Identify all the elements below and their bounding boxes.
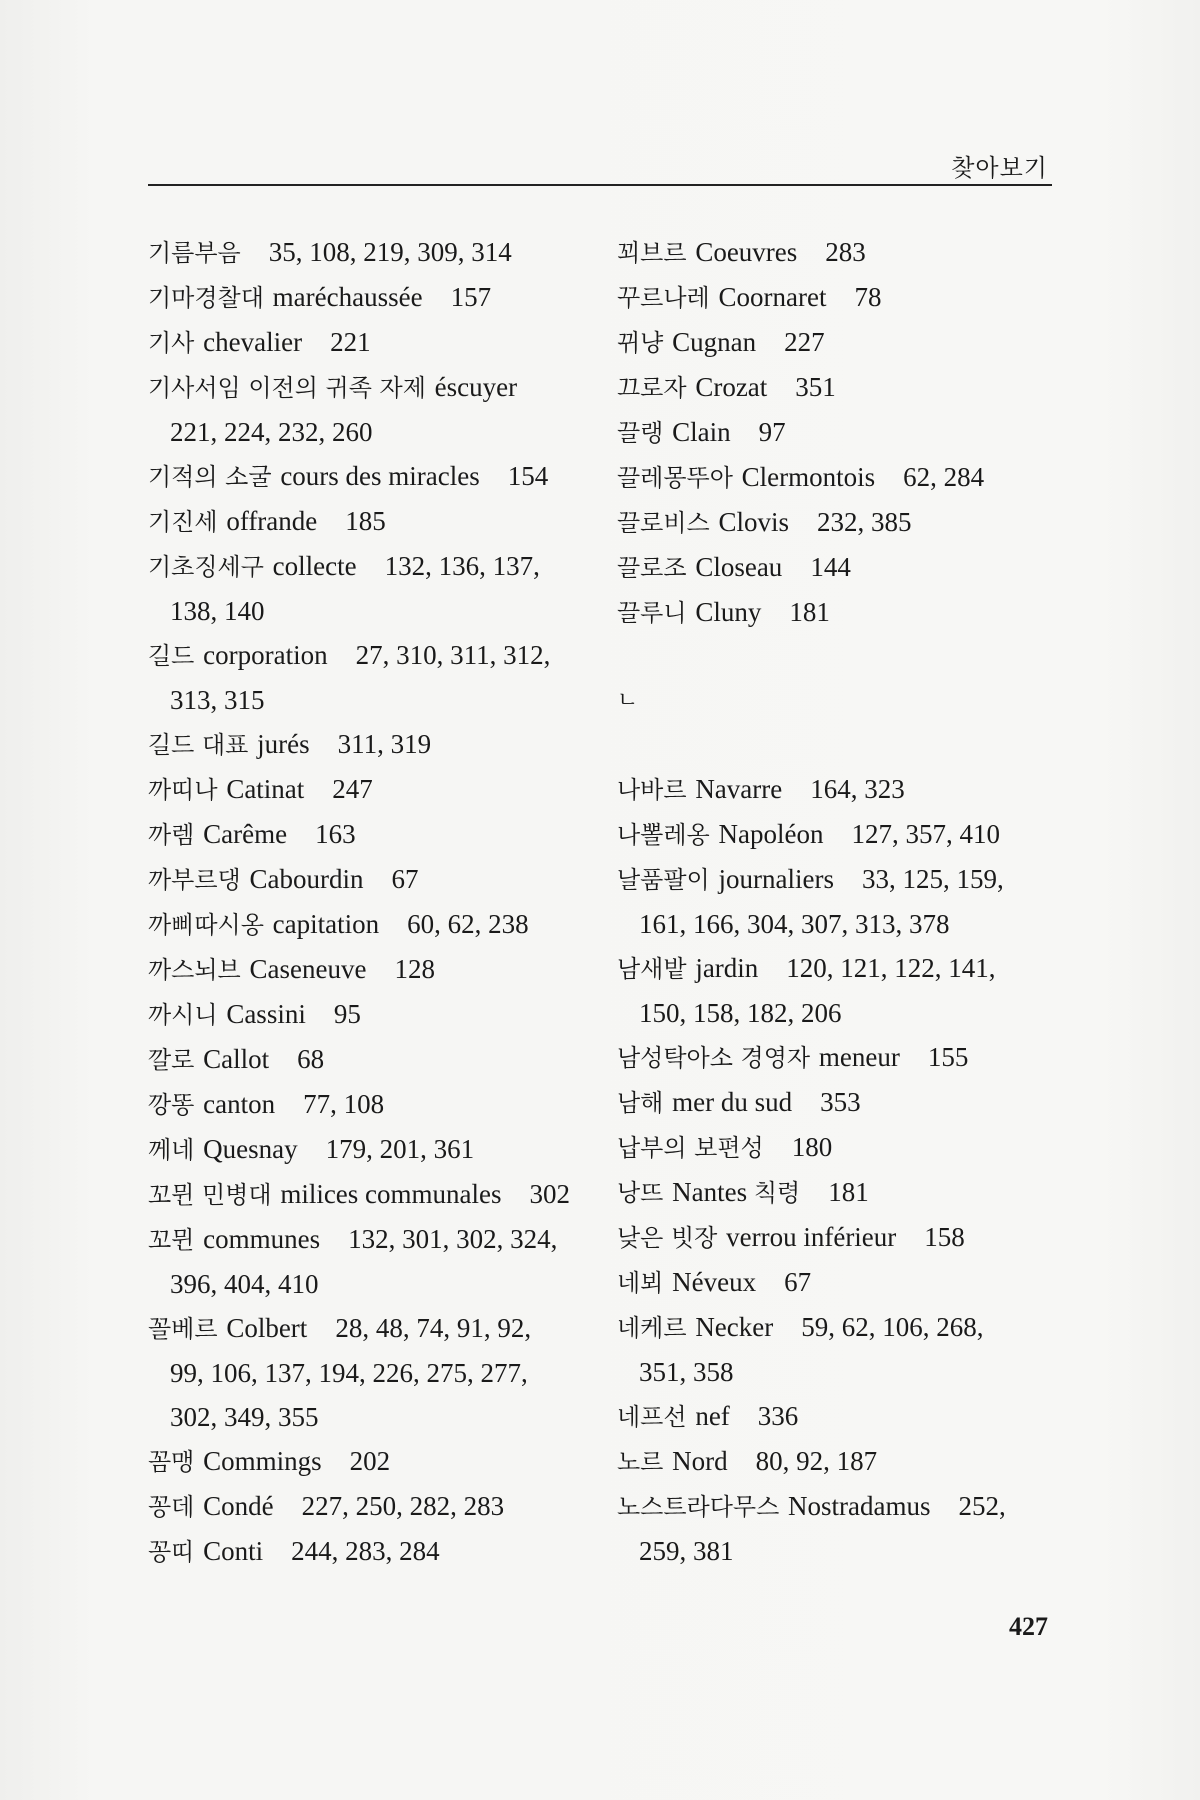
index-page-refs-continued: 302, 349, 355 <box>170 1402 319 1432</box>
index-term-french: Nostradamus <box>788 1491 931 1521</box>
index-entry <box>148 1529 588 1574</box>
index-entry-line <box>617 767 1061 812</box>
index-term-korean: 끌로비스 <box>617 509 710 537</box>
index-entry-line <box>617 500 1061 545</box>
index-entry <box>148 1127 588 1172</box>
index-page-refs: 68 <box>297 1044 325 1074</box>
index-page-refs: 163 <box>315 819 356 849</box>
index-entry <box>148 1217 588 1306</box>
index-page-refs: 336 <box>757 1401 799 1431</box>
index-term-french: Cassini <box>226 999 306 1029</box>
index-term-french: Napoléon <box>718 819 824 849</box>
index-term-french: Condé <box>203 1491 274 1521</box>
index-term-french: Nantes <box>672 1177 748 1207</box>
index-entry <box>148 857 588 902</box>
index-entry-line <box>617 1394 1061 1439</box>
index-entry-line <box>617 1170 1061 1215</box>
index-entry-line <box>148 722 588 767</box>
index-term-french: Necker <box>695 1312 774 1342</box>
index-term-french: capitation <box>272 909 380 939</box>
index-term-korean: 까띠나 <box>148 776 218 804</box>
index-entry <box>617 1260 1061 1305</box>
index-entry <box>148 275 588 320</box>
index-term-korean: 날품팔이 <box>617 866 710 894</box>
index-entry <box>617 230 1061 275</box>
index-term-korean: 끌루니 <box>617 599 687 627</box>
running-head: 찾아보기 <box>951 154 1048 182</box>
index-entry-line <box>148 1439 588 1484</box>
index-page-refs: 28, 48, 74, 91, 92, <box>335 1313 532 1343</box>
index-term-korean: 꼬뮌 <box>148 1226 195 1254</box>
index-term-french: Néveux <box>672 1267 757 1297</box>
index-term-korean: 뀌냥 <box>617 329 664 357</box>
index-term-korean: 길드 <box>148 642 195 670</box>
index-term-korean: 나바르 <box>617 776 687 804</box>
index-entry-line <box>148 365 588 410</box>
index-entry <box>617 857 1061 946</box>
index-entry <box>148 812 588 857</box>
page-number: 427 <box>1009 1612 1048 1641</box>
index-page-refs: 120, 121, 122, 141, <box>786 953 996 983</box>
index-term-french: Nord <box>672 1446 728 1476</box>
index-page-refs: 132, 301, 302, 324, <box>348 1224 558 1254</box>
index-entry <box>617 275 1061 320</box>
index-entry-line <box>148 812 588 857</box>
index-entry-line <box>617 1484 1061 1529</box>
index-entry <box>617 1080 1061 1125</box>
index-page-refs: 144 <box>810 552 851 582</box>
index-page-refs: 244, 283, 284 <box>291 1536 440 1566</box>
index-page-refs: 157 <box>450 282 492 312</box>
index-page-refs: 158 <box>924 1222 965 1252</box>
index-page-refs: 97 <box>758 417 786 447</box>
index-term-french: Carême <box>203 819 288 849</box>
index-term-korean: 깔로 <box>148 1046 195 1074</box>
index-term-french: nef <box>695 1401 730 1431</box>
index-page-refs: 35, 108, 219, 309, 314 <box>268 237 512 267</box>
index-term-korean: 네케르 <box>617 1314 687 1342</box>
index-entry <box>148 544 588 633</box>
index-term-french: corporation <box>203 640 328 670</box>
index-entry-line <box>148 1217 588 1262</box>
index-page-refs: 27, 310, 311, 312, <box>355 640 551 670</box>
index-term-french: Clovis <box>718 507 790 537</box>
index-term-korean: 노스트라다무스 <box>617 1493 780 1521</box>
index-term-korean: 까시니 <box>148 1001 218 1029</box>
index-page-refs: 164, 323 <box>810 774 905 804</box>
index-term-french: journaliers <box>718 864 834 894</box>
index-term-french: canton <box>203 1089 276 1119</box>
index-entry <box>617 545 1061 590</box>
index-entry <box>148 767 588 812</box>
index-entry-line <box>617 320 1061 365</box>
index-entry-line <box>148 320 588 365</box>
index-term-french: Coornaret <box>718 282 827 312</box>
index-entry <box>617 320 1061 365</box>
index-entry-line <box>617 1439 1061 1484</box>
index-term-french: jardin <box>695 953 759 983</box>
index-entry <box>148 499 588 544</box>
index-term-korean: 낮은 빗장 <box>617 1224 718 1252</box>
index-page-refs-continued: 351, 358 <box>639 1357 734 1387</box>
index-term-korean: 기사 <box>148 329 195 357</box>
index-term-french: offrande <box>226 506 318 536</box>
index-entry-line <box>148 230 588 275</box>
index-term-french: Navarre <box>695 774 783 804</box>
index-page-refs: 67 <box>391 864 419 894</box>
index-term-korean: 깡똥 <box>148 1091 195 1119</box>
index-entry-line <box>148 1306 588 1351</box>
index-term-korean: 끌레몽뚜아 <box>617 464 733 492</box>
index-term-french: Catinat <box>226 774 305 804</box>
index-page-refs: 132, 136, 137, <box>384 551 540 581</box>
header-rule <box>148 184 1052 186</box>
index-entry-line <box>148 499 588 544</box>
index-entry <box>617 1035 1061 1080</box>
index-term-korean: 꼴베르 <box>148 1315 218 1343</box>
index-entry-line <box>617 857 1061 902</box>
index-term-french: chevalier <box>203 327 303 357</box>
index-entry-line <box>148 454 588 499</box>
index-entry <box>148 454 588 499</box>
index-term-korean: 기적의 소굴 <box>148 463 272 491</box>
index-entry <box>148 320 588 365</box>
index-entry <box>148 1082 588 1127</box>
index-entry-line <box>617 410 1061 455</box>
index-page-refs: 78 <box>854 282 882 312</box>
index-page-refs: 33, 125, 159, <box>861 864 1004 894</box>
index-page-refs: 127, 357, 410 <box>851 819 1000 849</box>
index-entry <box>617 455 1061 500</box>
index-entry <box>148 1439 588 1484</box>
index-entry <box>617 1305 1061 1394</box>
index-term-korean: 까부르댕 <box>148 866 241 894</box>
index-entry-line <box>617 946 1061 991</box>
index-entry-line <box>148 902 588 947</box>
index-term-french: Callot <box>203 1044 270 1074</box>
index-entry <box>617 1215 1061 1260</box>
index-term-korean: 끌랭 <box>617 419 664 447</box>
index-page-refs: 202 <box>349 1446 391 1476</box>
index-term-french: éscuyer <box>434 372 518 402</box>
index-term-french: Clain <box>672 417 731 447</box>
index-entry-line <box>148 1037 588 1082</box>
index-term-korean: 칙령 <box>753 1179 801 1207</box>
index-term-korean: 기름부음 <box>148 239 241 267</box>
index-term-korean: 꾀브르 <box>617 239 687 267</box>
index-page-refs: 154 <box>507 461 549 491</box>
index-term-korean: 기사서임 이전의 귀족 자제 <box>148 374 426 402</box>
index-entry <box>617 1484 1061 1573</box>
index-page-refs: 185 <box>345 506 386 536</box>
index-term-french: Closeau <box>695 552 783 582</box>
index-entry-line <box>617 275 1061 320</box>
index-term-korean: 길드 대표 <box>148 731 249 759</box>
index-page-refs: 247 <box>332 774 373 804</box>
index-page-refs: 353 <box>820 1087 861 1117</box>
index-entry-line <box>148 633 588 678</box>
index-entry-line <box>617 545 1061 590</box>
index-page-refs: 232, 385 <box>817 507 912 537</box>
index-page-refs: 128 <box>394 954 435 984</box>
index-term-korean: 낭뜨 <box>617 1179 664 1207</box>
index-term-french: Quesnay <box>203 1134 298 1164</box>
index-term-korean: 께네 <box>148 1136 195 1164</box>
index-entry-line <box>148 857 588 902</box>
index-term-korean: 끌로조 <box>617 554 687 582</box>
index-term-french: communes <box>203 1224 321 1254</box>
index-page-refs: 221 <box>330 327 371 357</box>
index-page-refs: 95 <box>333 999 361 1029</box>
index-entry-line <box>148 947 588 992</box>
index-entry-line <box>148 275 588 320</box>
index-entry-line <box>617 1215 1061 1260</box>
index-term-korean: 네프선 <box>617 1403 687 1431</box>
index-entry <box>617 590 1061 635</box>
index-entry <box>617 1394 1061 1439</box>
index-entry <box>148 365 588 454</box>
index-term-french: Commings <box>203 1446 322 1476</box>
index-term-korean: 기마경찰대 <box>148 284 264 312</box>
index-entry <box>148 722 588 767</box>
index-entry-line <box>617 230 1061 275</box>
index-term-french: mer du sud <box>672 1087 793 1117</box>
index-entry-line <box>617 812 1061 857</box>
index-page-refs: 181 <box>828 1177 869 1207</box>
index-page-refs: 80, 92, 187 <box>755 1446 878 1476</box>
index-entry-line <box>148 1082 588 1127</box>
index-page-refs-continued: 313, 315 <box>170 685 265 715</box>
index-term-korean: 노르 <box>617 1448 664 1476</box>
index-entry <box>617 767 1061 812</box>
index-page-refs: 179, 201, 361 <box>325 1134 475 1164</box>
index-page-refs-continued: 259, 381 <box>639 1536 734 1566</box>
index-entry <box>148 1172 588 1217</box>
index-page-refs-continued: 221, 224, 232, 260 <box>170 417 373 447</box>
index-column-left <box>148 230 588 1574</box>
index-page-refs: 252, <box>958 1491 1006 1521</box>
index-term-french: Cugnan <box>672 327 757 357</box>
index-term-korean: 꾸르나레 <box>617 284 710 312</box>
index-group-n <box>617 767 1061 1573</box>
index-page-refs: 155 <box>927 1042 969 1072</box>
index-entry <box>617 812 1061 857</box>
index-entry-line <box>148 767 588 812</box>
index-term-french: verrou inférieur <box>726 1222 897 1252</box>
index-term-french: meneur <box>818 1042 900 1072</box>
index-term-korean: 까렘 <box>148 821 195 849</box>
index-entry-line <box>148 1529 588 1574</box>
index-entry-line <box>617 1260 1061 1305</box>
index-entry-line <box>617 1080 1061 1125</box>
index-term-french: Conti <box>203 1536 264 1566</box>
section-letter-n: ㄴ <box>617 688 639 713</box>
index-entry <box>148 992 588 1037</box>
index-term-french: Caseneuve <box>249 954 367 984</box>
index-entry <box>617 500 1061 545</box>
index-page-refs: 311, 319 <box>337 729 432 759</box>
index-page-refs: 67 <box>784 1267 812 1297</box>
index-entry-line <box>148 544 588 589</box>
index-entry-line <box>148 992 588 1037</box>
index-page-refs: 60, 62, 238 <box>407 909 529 939</box>
index-group-kk <box>617 230 1061 635</box>
index-term-korean: 기초징세구 <box>148 553 264 581</box>
index-column-right <box>617 230 1061 1573</box>
index-entry-line <box>617 455 1061 500</box>
index-term-french: Crozat <box>695 372 768 402</box>
index-entry <box>148 1037 588 1082</box>
index-term-korean: 납부의 보편성 <box>617 1134 764 1162</box>
index-term-korean: 나뽈레옹 <box>617 821 710 849</box>
index-entry <box>617 946 1061 1035</box>
index-entry <box>617 1170 1061 1215</box>
index-term-korean: 꽁띠 <box>148 1538 195 1566</box>
index-term-french: Cluny <box>695 597 762 627</box>
index-page-refs-continued: 150, 158, 182, 206 <box>639 998 842 1028</box>
index-term-french: milices communales <box>280 1179 502 1209</box>
index-term-korean: 꼼맹 <box>148 1448 195 1476</box>
index-term-korean: 까스뇌브 <box>148 956 241 984</box>
index-page-refs: 59, 62, 106, 268, <box>801 1312 984 1342</box>
index-term-french: Clermontois <box>741 462 876 492</box>
index-entry <box>148 633 588 722</box>
index-term-korean: 남해 <box>617 1089 664 1117</box>
index-term-french: Colbert <box>226 1313 308 1343</box>
index-page-refs: 227, 250, 282, 283 <box>301 1491 505 1521</box>
index-page-refs-continued: 138, 140 <box>170 596 265 626</box>
index-page-refs: 351 <box>795 372 836 402</box>
index-entry <box>617 1125 1061 1170</box>
index-term-french: jurés <box>257 729 310 759</box>
index-page-refs: 227 <box>784 327 825 357</box>
index-entry <box>148 902 588 947</box>
index-page-refs: 77, 108 <box>303 1089 385 1119</box>
index-entry <box>148 1484 588 1529</box>
index-page-refs-continued: 396, 404, 410 <box>170 1269 319 1299</box>
index-term-korean: 끄로자 <box>617 374 687 402</box>
index-page-refs-continued: 161, 166, 304, 307, 313, 378 <box>639 909 950 939</box>
index-term-french: Coeuvres <box>695 237 798 267</box>
index-term-french: Cabourdin <box>249 864 364 894</box>
index-entry <box>617 410 1061 455</box>
index-entry <box>148 1306 588 1439</box>
index-term-korean: 남성탁아소 경영자 <box>617 1044 811 1072</box>
index-term-french: maréchaussée <box>272 282 423 312</box>
index-entry <box>617 1439 1061 1484</box>
index-entry <box>148 230 588 275</box>
index-entry-line <box>617 365 1061 410</box>
index-entry-line <box>617 590 1061 635</box>
index-entry-line <box>148 1484 588 1529</box>
index-term-korean: 까삐따시옹 <box>148 911 264 939</box>
index-term-korean: 기진세 <box>148 508 218 536</box>
index-entry-line <box>148 1172 588 1217</box>
index-page-refs-continued: 99, 106, 137, 194, 226, 275, 277, <box>170 1358 528 1388</box>
index-entry-line <box>148 1127 588 1172</box>
index-page-refs: 302 <box>529 1179 571 1209</box>
index-page-refs: 181 <box>789 597 830 627</box>
index-entry <box>148 947 588 992</box>
index-term-korean: 꽁데 <box>148 1493 195 1521</box>
index-entry-line <box>617 1035 1061 1080</box>
index-entry-line <box>617 1125 1061 1170</box>
index-entry <box>617 365 1061 410</box>
index-entry-line <box>617 1305 1061 1350</box>
index-page-refs: 62, 284 <box>903 462 985 492</box>
index-term-french: collecte <box>272 551 357 581</box>
index-page-refs: 283 <box>825 237 866 267</box>
index-term-korean: 네뵈 <box>617 1269 664 1297</box>
index-term-korean: 남새밭 <box>617 955 687 983</box>
index-term-french: cours des miracles <box>280 461 480 491</box>
index-page-refs: 180 <box>791 1132 833 1162</box>
index-term-korean: 꼬뮌 민병대 <box>148 1181 272 1209</box>
